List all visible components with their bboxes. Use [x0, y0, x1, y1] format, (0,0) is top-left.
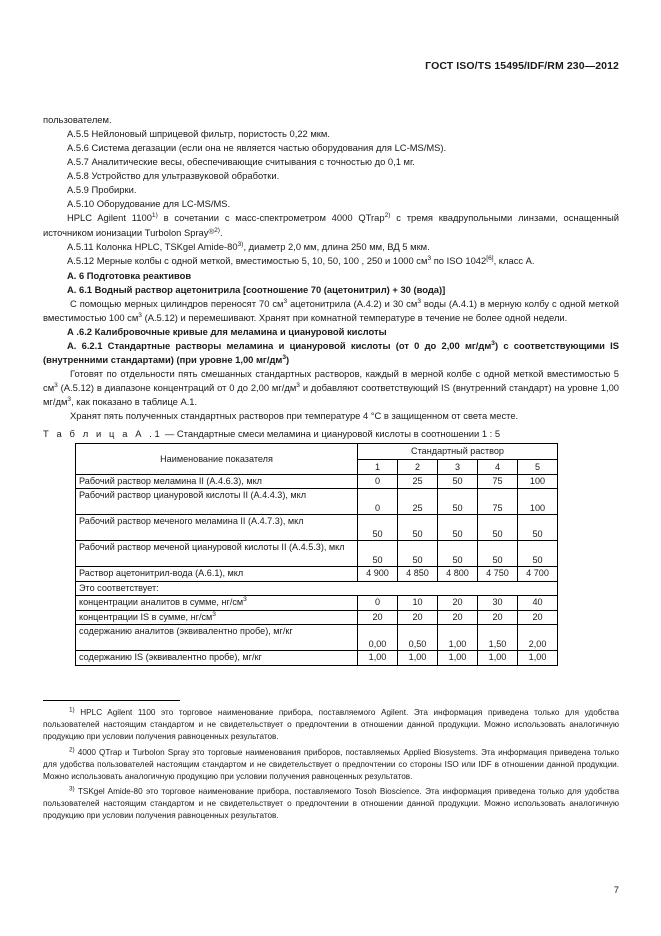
cubic-exponent: 3 [212, 610, 216, 618]
footnote-text-2: 4000 QTrap и Turbolon Spray это торговые наименования приборов, поставляемых Applied Biosystems. Эта информация приведена только для удобства пользователей настоящим стандартом и не свидетельствует о предпочтении со стороны ISO или IDF в отношении данной продукции. Можно использовать аналогичную продукцию при условии получения равноценных результатов. [43, 747, 619, 781]
table-caption-label: Т а б л и ц а А .1 [43, 428, 163, 440]
cell-value: 0 [358, 596, 398, 610]
table-caption-text: — Стандартные смеси меламина и циануровой кислоты в соотношении 1 : 5 [162, 428, 501, 440]
row-label [76, 610, 358, 624]
heading-a62: А .6.2 Калибровочные кривые для меламина и циануровой кислоты [67, 325, 387, 337]
table-row [76, 515, 558, 541]
footnotes-section [43, 700, 619, 826]
clause-a56: А.5.6 Система дегазации (если она не является частью оборудования для LC-MS/MS). [67, 142, 447, 154]
footnote-marker-3: 3) [69, 785, 75, 793]
a512-text-b: по ISO 1042 [431, 255, 487, 267]
row-label: Рабочий раствор меламина II (А.4.6.3), мкл [76, 475, 358, 489]
cell-value: 50 [478, 541, 518, 567]
cell-value: 20 [438, 610, 478, 624]
table-row [76, 610, 558, 624]
column-header-3: 3 [438, 459, 478, 475]
footnote-separator-rule [43, 700, 180, 701]
cell-value: 100 [518, 489, 558, 515]
hplc-paragraph [43, 211, 619, 240]
cell-value: 1,00 [398, 651, 438, 665]
cubic-exponent: 3 [54, 381, 58, 389]
table-row [76, 596, 558, 610]
running-head: ГОСТ ISO/TS 15495/IDF/RM 230—2012 [425, 60, 619, 72]
table-row [76, 651, 558, 665]
row-label: Рабочий раствор меченого меламина II (А.4.7.3), мкл [76, 515, 358, 541]
cubic-exponent: 3 [282, 353, 286, 361]
cell-value: 1,00 [438, 625, 478, 651]
row-label: содержанию IS (эквивалентно пробе), мг/кг [76, 651, 358, 665]
lead-line: пользователем. [43, 114, 112, 125]
cell-value: 4 800 [438, 567, 478, 581]
row-label: Рабочий раствор циануровой кислоты II (А.4.4.3), мкл [76, 489, 358, 515]
a61-text-b: ацетонитрила (А.4.2) и 30 см [287, 297, 418, 309]
footnote-ref-1: 1) [151, 212, 158, 220]
clause-a58: А.5.8 Устройство для ультразвуковой обработки. [67, 170, 280, 182]
cell-value: 20 [438, 596, 478, 610]
footnote-2 [43, 747, 619, 783]
footnote-marker-2: 2) [69, 745, 75, 753]
cell-value: 75 [478, 475, 518, 489]
clause-a511 [43, 240, 619, 254]
row-label: Раствор ацетонитрил-вода (А.6.1), мкл [76, 567, 358, 581]
a621-head-c: ) [286, 353, 290, 365]
clause-a510: А.5.10 Оборудование для LC-MS/MS. [67, 198, 231, 210]
footnote-1 [43, 707, 619, 743]
a511-text-b: , диаметр 2,0 мм, длина 250 мм, ВД 5 мкм. [243, 241, 430, 253]
column-header-group: Стандартный раствор [358, 444, 558, 460]
footnote-text-1: HPLC Agilent 1100 это торговое наименование прибора, поставляемого Agilent. Эта информация приведена только для удобства пользователей настоящим стандартом и не свидетельствует о предпочтении в отношении данной продукции. Можно использовать аналогичную продукцию при условии получения равноценных результатов. [43, 708, 619, 741]
clause-a621-text [43, 367, 619, 409]
cell-value: 1,00 [478, 651, 518, 665]
heading-a61: А. 6.1 Водный раствор ацетонитрила [соотношение 70 (ацетонитрил) + 30 (вода)] [67, 283, 446, 295]
cell-value: 50 [438, 489, 478, 515]
hplc-text-d: . [219, 227, 223, 239]
a621-text-d: , как показано в таблице А.1. [71, 395, 198, 407]
standard-solutions-table [75, 443, 558, 665]
cubic-exponent: 3 [138, 311, 142, 319]
bibliography-ref-6: [6] [486, 255, 494, 263]
a621-head-b: ) с соответствующими IS (внутренними стандартами) (при уровне 1,00 мг/дм [43, 339, 619, 365]
column-header-1: 1 [358, 459, 398, 475]
cell-value: 25 [398, 475, 438, 489]
a512-text-c: , класс А. [493, 255, 535, 267]
a61-text-c: воды (А.4.1) в мерную колбу с одной меткой вместимостью 100 см [43, 297, 619, 323]
footnote-ref-2: 2) [384, 212, 391, 220]
footnote-ref-2b: 2) [214, 227, 220, 235]
hplc-text-a: HPLC Agilent 1100 [67, 212, 152, 224]
table-row [76, 567, 558, 581]
row-label: Рабочий раствор меченой циануровой кислоты II (А.4.5.3), мкл [76, 541, 358, 567]
table-row [76, 541, 558, 567]
footnote-text-3: TSKgel Amide-80 это торговое наименование прибора, поставляемого Tosoh Bioscience. Эта информация приведена только для удобства пользователей настоящим стандартом и не свидетельствует о предпочтении в отношении данной продукции. Можно использовать аналогичную продукцию при условии получения равноценных результатов. [43, 787, 619, 821]
a512-text-a: А.5.12 Мерные колбы с одной меткой, вместимостью 5, 10, 50, 100 , 250 и 1000 см [67, 255, 428, 267]
cell-value: 4 750 [478, 567, 518, 581]
clause-a61-text [43, 297, 619, 325]
a621-text-a: Готовят по отдельности пять смешанных стандартных растворов, каждый в мерной колбе с одной меткой вместимостью 5 см [43, 367, 619, 393]
footnote-marker-1: 1) [69, 706, 75, 714]
cell-value: 1,00 [358, 651, 398, 665]
storage-paragraph: Хранят пять полученных стандартных растворов при температуре 4 °C в защищенном от света месте. [70, 409, 519, 421]
table-row [76, 475, 558, 489]
row-label [76, 596, 358, 610]
heading-a6: А. 6 Подготовка реактивов [67, 269, 192, 281]
row-label-text: концентрации аналитов в сумме, нг/см [79, 597, 244, 608]
a511-text-a: А.5.11 Колонка HPLC, TSKgel Amide-80 [67, 241, 238, 253]
column-header-name: Наименование показателя [76, 444, 358, 475]
cell-value: 0 [358, 475, 398, 489]
cell-value: 30 [478, 596, 518, 610]
heading-a621 [43, 339, 619, 367]
cell-value: 20 [358, 610, 398, 624]
cubic-exponent: 3 [417, 297, 421, 305]
column-header-2: 2 [398, 459, 438, 475]
registered-trademark-icon: ® [208, 227, 215, 237]
row-label-text: концентрации IS в сумме, нг/см [79, 611, 213, 622]
clause-a512 [43, 254, 619, 268]
column-header-5: 5 [518, 459, 558, 475]
a61-text-d: (А.5.12) и перемешивают. Хранят при комнатной температуре в течение не более одной недели. [141, 311, 568, 323]
column-header-4: 4 [478, 459, 518, 475]
a621-text-b: (А.5.12) в диапазоне концентраций от 0 до 2,00 мг/дм [57, 381, 297, 393]
cell-value: 0,00 [358, 625, 398, 651]
page-number: 7 [613, 884, 619, 895]
cell-value: 4 700 [518, 567, 558, 581]
clause-a57: А.5.7 Аналитические весы, обеспечивающие считывания с точностью до 0,1 мг. [67, 156, 415, 168]
cell-value: 40 [518, 596, 558, 610]
cell-value: 50 [358, 515, 398, 541]
cell-value: 1,00 [438, 651, 478, 665]
document-body [43, 113, 619, 666]
cell-value: 25 [398, 489, 438, 515]
clause-a55: А.5.5 Нейлоновый шприцевой фильтр, пористость 0,22 мкм. [67, 128, 330, 140]
cell-value: 1,00 [518, 651, 558, 665]
cell-value: 0 [358, 489, 398, 515]
cell-value: 50 [518, 541, 558, 567]
cell-value: 100 [518, 475, 558, 489]
cell-value: 50 [398, 515, 438, 541]
footnote-3 [43, 786, 619, 822]
table-subheading-row [76, 581, 558, 595]
cell-value: 20 [398, 610, 438, 624]
row-label: содержанию аналитов (эквивалентно пробе), мг/кг [76, 625, 358, 651]
cubic-exponent: 3 [296, 381, 300, 389]
a621-head-a: А. 6.2.1 Стандартные растворы меламина и циануровой кислоты (от 0 до 2,00 мг/дм [67, 339, 492, 351]
table-caption [43, 427, 619, 441]
hplc-text-c: с тремя квадрупольными линзами, оснащенный источником ионизации Turbolon Spray [43, 212, 619, 239]
cell-value: 50 [478, 515, 518, 541]
a621-text-c: и добавляют соответствующий IS (внутренний стандарт) на уровне 1,00 мг/дм [43, 381, 619, 407]
cubic-exponent: 3 [283, 297, 288, 305]
cell-value: 4 850 [398, 567, 438, 581]
table-row [76, 489, 558, 515]
table-header-row-1 [76, 444, 558, 460]
cell-value: 50 [398, 541, 438, 567]
cell-value: 2,00 [518, 625, 558, 651]
cell-value: 10 [398, 596, 438, 610]
footnote-ref-3: 3) [237, 241, 244, 249]
row-label: Это соответствует: [76, 581, 558, 595]
cell-value: 50 [438, 541, 478, 567]
cell-value: 20 [518, 610, 558, 624]
cell-value: 20 [478, 610, 518, 624]
cell-value: 0,50 [398, 625, 438, 651]
cell-value: 1,50 [478, 625, 518, 651]
cell-value: 50 [358, 541, 398, 567]
hplc-text-b: в сочетании с масс-спектрометром 4000 QTrap [157, 212, 385, 224]
a61-text-a: С помощью мерных цилиндров переносят 70 см [70, 297, 284, 309]
cubic-exponent: 3 [243, 596, 247, 604]
cubic-exponent: 3 [491, 339, 495, 347]
cubic-exponent: 3 [67, 395, 72, 403]
table-row [76, 625, 558, 651]
clause-a59: А.5.9 Пробирки. [67, 184, 137, 196]
cell-value: 50 [438, 515, 478, 541]
cell-value: 50 [518, 515, 558, 541]
cubic-exponent: 3 [427, 255, 432, 263]
cell-value: 4 900 [358, 567, 398, 581]
cell-value: 75 [478, 489, 518, 515]
cell-value: 50 [438, 475, 478, 489]
